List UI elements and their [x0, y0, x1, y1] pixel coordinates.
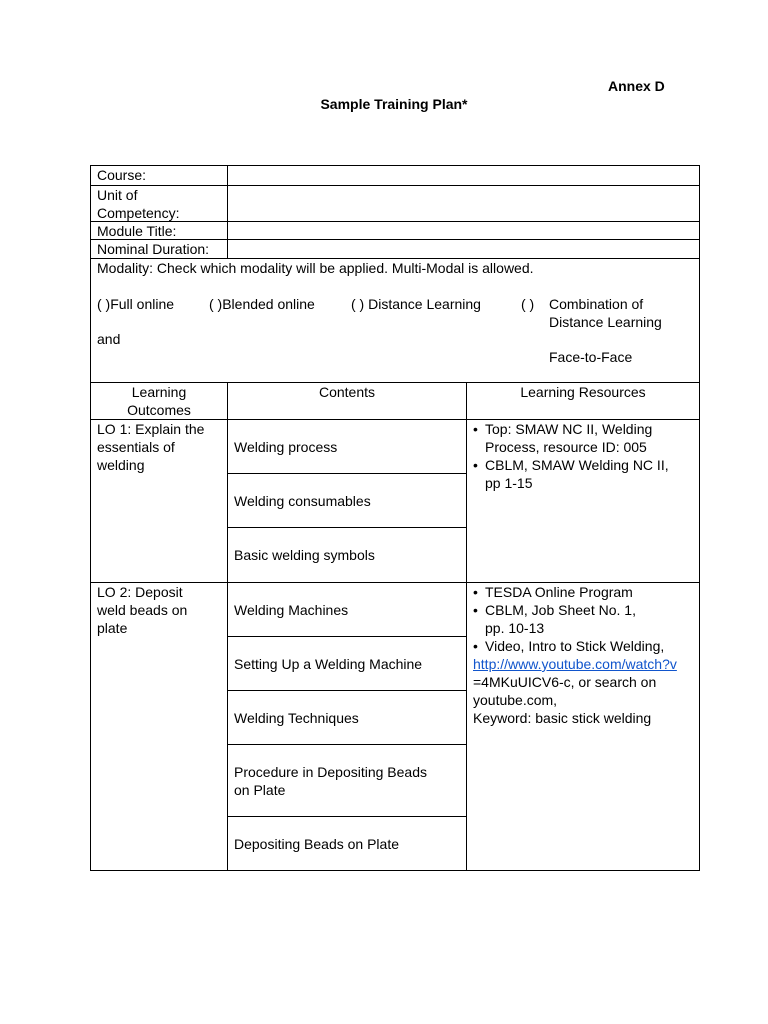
unit-label-cell: [90, 185, 228, 222]
lo2-resource-item: [473, 637, 693, 655]
header-outcomes-line1: Learning: [131, 384, 187, 400]
header-contents: [227, 382, 467, 420]
lo1-res1-line1: • Top: SMAW NC II, Welding: [485, 421, 653, 437]
lo2-resource-item: [473, 601, 693, 637]
course-value-cell: [227, 165, 700, 186]
lo2-content-2: Setting Up a Welding Machine: [234, 655, 423, 672]
lo1-content-row: [227, 527, 467, 583]
lo2-content-3: Welding Techniques: [234, 709, 359, 726]
course-label: Course:: [97, 167, 147, 183]
modality-instruction: Modality: Check which modality will be applied. Multi-Modal is allowed.: [97, 260, 534, 276]
youtube-link[interactable]: http://www.youtube.com/watch?v: [473, 656, 677, 672]
lo1-outcome-line2: essentials of: [97, 439, 175, 455]
header-outcomes: [90, 382, 228, 420]
lo1-res2-line2: pp 1-15: [485, 475, 533, 491]
option-full-online[interactable]: ( )Full online: [97, 296, 175, 312]
lo2-resource-item: [473, 583, 693, 601]
duration-label-cell: [90, 239, 228, 259]
lo1-res1-line2: Process, resource ID: 005: [485, 439, 647, 455]
duration-label: Nominal Duration:: [97, 241, 210, 257]
duration-value-cell: [227, 239, 700, 259]
lo2-content-1: Welding Machines: [234, 601, 349, 618]
module-value-cell: [227, 221, 700, 240]
lo2-content-row: [227, 582, 467, 637]
lo1-outcome-line1: LO 1: Explain the: [97, 421, 205, 437]
lo2-res1: • TESDA Online Program: [485, 584, 633, 600]
lo2-res2-line1: • CBLM, Job Sheet No. 1,: [485, 602, 636, 618]
lo2-content-row: [227, 690, 467, 745]
header-outcomes-line2: Outcomes: [127, 402, 191, 418]
module-label-cell: [90, 221, 228, 240]
option-distance-learning[interactable]: ( ) Distance Learning: [351, 296, 481, 312]
document-title: Sample Training Plan*: [320, 96, 468, 112]
lo2-content-4-line2: on Plate: [234, 781, 286, 798]
lo2-content-5: Depositing Beads on Plate: [234, 835, 399, 852]
header-resources-label: Learning Resources: [520, 384, 646, 400]
lo1-res2-line1: • CBLM, SMAW Welding NC II,: [485, 457, 669, 473]
lo1-resource-item: [473, 456, 693, 492]
modality-and: and: [97, 331, 121, 347]
unit-label-line1: Unit of: [97, 187, 138, 203]
modality-cell: [90, 258, 700, 383]
annex-label: Annex D: [608, 78, 665, 94]
lo1-content-1: Welding process: [234, 438, 338, 455]
header-resources: [466, 382, 700, 420]
lo1-content-row: [227, 419, 467, 474]
lo2-content-row: [227, 744, 467, 817]
lo2-resources-cell: [466, 582, 700, 871]
lo2-content-4-line1: Procedure in Depositing Beads: [234, 763, 428, 780]
lo2-res2-line2: pp. 10-13: [485, 620, 545, 636]
link-tail: =4MKuUICV6-c, or search on: [473, 674, 657, 690]
lo2-outcome-line2: weld beads on: [97, 602, 188, 618]
lo1-content-row: [227, 473, 467, 528]
lo2-outcome-cell: [90, 582, 228, 871]
lo2-res3: • Video, Intro to Stick Welding,: [485, 638, 665, 654]
unit-label-line2: Competency:: [97, 205, 180, 221]
course-label-cell: [90, 165, 228, 186]
lo2-outcome-line1: LO 2: Deposit: [97, 584, 183, 600]
lo1-content-2: Welding consumables: [234, 492, 371, 509]
keyword-text: Keyword: basic stick welding: [473, 710, 652, 726]
lo1-resource-item: [473, 420, 693, 456]
unit-value-cell: [227, 185, 700, 222]
lo1-resources-cell: [466, 419, 700, 583]
module-label: Module Title:: [97, 223, 177, 239]
option-combination-line2: Distance Learning: [549, 314, 662, 330]
lo2-content-row: [227, 636, 467, 691]
lo2-content-row: [227, 816, 467, 871]
option-face-to-face: Face-to-Face: [549, 349, 633, 365]
option-blended-online[interactable]: ( )Blended online: [209, 296, 315, 312]
lo2-outcome-line3: plate: [97, 620, 128, 636]
option-combination-paren[interactable]: ( ): [521, 296, 535, 312]
youtube-text: youtube.com,: [473, 692, 558, 708]
header-contents-label: Contents: [318, 384, 376, 400]
lo1-outcome-cell: [90, 419, 228, 583]
lo1-outcome-line3: welding: [97, 457, 145, 473]
option-combination-line1: Combination of: [549, 296, 644, 312]
lo1-content-3: Basic welding symbols: [234, 547, 375, 563]
